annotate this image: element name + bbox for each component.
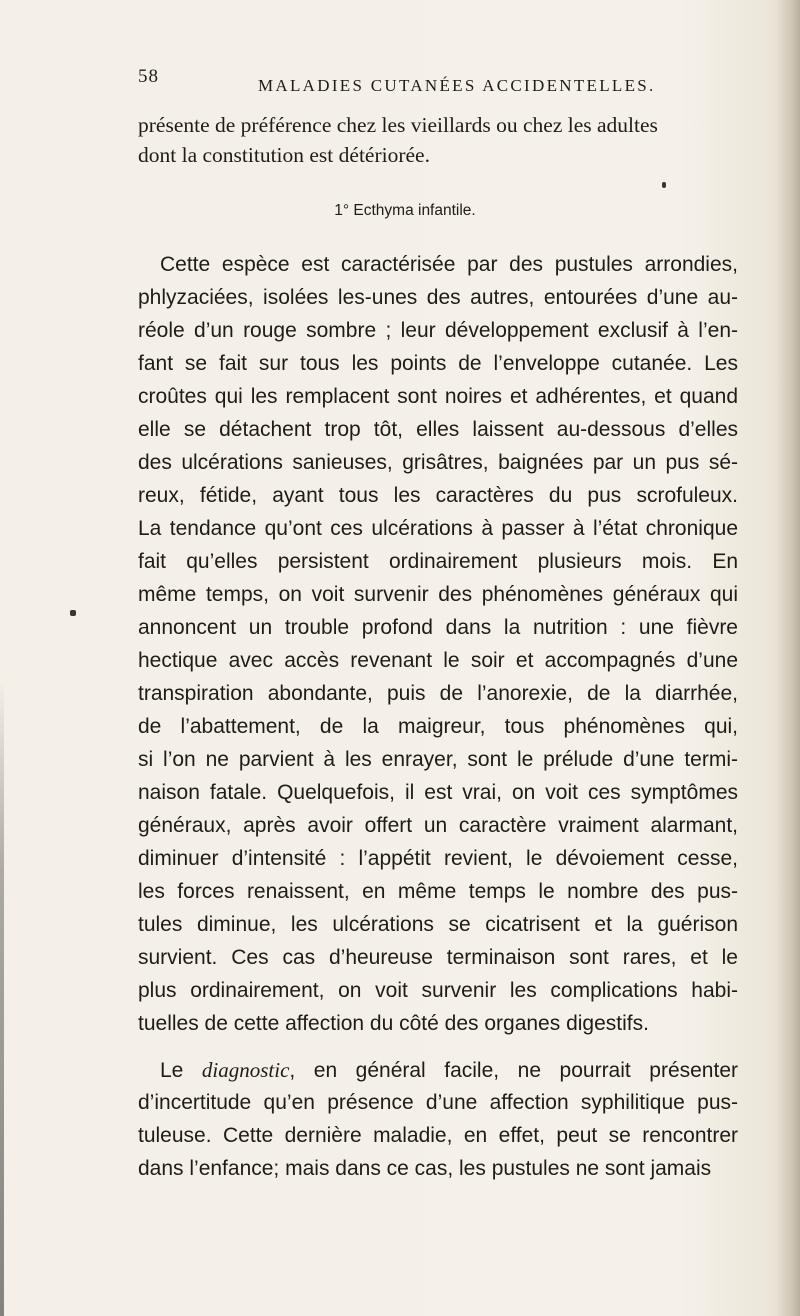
paragraph-2-line: d’incertitude qu’en présence d’une affection syphilitique pus- bbox=[138, 1091, 738, 1114]
paragraph-1-line: diminuer d’intensité : l’appétit revient, le dévoiement cesse, bbox=[138, 847, 738, 870]
paragraph-1-line: survient. Ces cas d’heureuse terminaison sont rares, et le bbox=[138, 946, 738, 969]
paragraph-1-line: fant se fait sur tous les points de l’enveloppe cutanée. Les bbox=[138, 352, 738, 375]
paragraph-1-line: transpiration abondante, puis de l’anorexie, de la diarrhée, bbox=[138, 682, 738, 705]
paragraph-1-line: hectique avec accès revenant le soir et accompagnés d’une bbox=[138, 649, 738, 672]
paragraph-1-line: Cette espèce est caractérisée par des pustules arrondies, bbox=[160, 253, 738, 276]
binding-shadow bbox=[0, 680, 4, 1316]
paragraph-1-line: généraux, après avoir offert un caractère vraiment alarmant, bbox=[138, 814, 738, 837]
paragraph-1-line: elle se détachent trop tôt, elles laissent au-dessous d’elles bbox=[138, 418, 738, 441]
paragraph-1-line: La tendance qu’ont ces ulcérations à passer à l’état chronique bbox=[138, 517, 738, 540]
page-edge-shadow bbox=[778, 0, 800, 1316]
ink-speck bbox=[70, 610, 76, 616]
paragraph-2-line: tuleuse. Cette dernière maladie, en effet, peut se rencontrer bbox=[138, 1124, 738, 1147]
paragraph-2-first-rest: , en général facile, ne pourrait présenter bbox=[289, 1059, 738, 1082]
page-number: 58 bbox=[138, 66, 159, 87]
section-title-text: 1° Ecthyma infantile. bbox=[334, 202, 476, 219]
paragraph-2-first-line bbox=[160, 1055, 738, 1086]
paragraph-2-prefix: Le bbox=[160, 1059, 202, 1082]
running-head: MALADIES CUTANÉES ACCIDENTELLES. bbox=[258, 76, 656, 95]
paragraph-1-line: réole d’un rouge sombre ; leur développement exclusif à l’en- bbox=[138, 319, 738, 342]
section-title bbox=[0, 202, 800, 220]
paragraph-1-line: reux, fétide, ayant tous les caractères du pus scrofuleux. bbox=[138, 484, 738, 507]
paragraph-1-line: tules diminue, les ulcérations se cicatrisent et la guérison bbox=[138, 913, 738, 936]
paragraph-1-line: croûtes qui les remplacent sont noires et adhérentes, et quand bbox=[138, 385, 738, 408]
diagnostic-term: diagnostic bbox=[201, 1058, 290, 1082]
paragraph-1-line: phlyzaciées, isolées les-unes des autres, entourées d’une au- bbox=[138, 286, 738, 309]
intro-line: présente de préférence chez les vieillards ou chez les adultes bbox=[138, 113, 658, 137]
paragraph-1-line: plus ordinairement, on voit survenir les complications habi- bbox=[138, 979, 738, 1002]
paragraph-1-line: des ulcérations sanieuses, grisâtres, baignées par un pus sé- bbox=[138, 451, 738, 474]
paragraph-1-line: fait qu’elles persistent ordinairement plusieurs mois. En bbox=[138, 550, 738, 573]
paragraph-1-line: si l’on ne parvient à les enrayer, sont le prélude d’une termi- bbox=[138, 748, 738, 771]
paragraph-1-line: naison fatale. Quelquefois, il est vrai, on voit ces symptômes bbox=[138, 781, 738, 804]
ink-speck bbox=[662, 182, 666, 188]
intro-line: dont la constitution est détériorée. bbox=[138, 143, 430, 167]
paragraph-2-line: dans l’enfance; mais dans ce cas, les pustules ne sont jamais bbox=[138, 1157, 712, 1180]
paragraph-1-line: annoncent un trouble profond dans la nutrition : une fièvre bbox=[138, 616, 738, 639]
paragraph-1-line: de l’abattement, de la maigreur, tous phénomènes qui, bbox=[138, 715, 738, 738]
paragraph-1-line: même temps, on voit survenir des phénomènes généraux qui bbox=[138, 583, 738, 606]
paragraph-1-line: tuelles de cette affection du côté des organes digestifs. bbox=[138, 1012, 649, 1035]
paragraph-1-line: les forces renaissent, en même temps le nombre des pus- bbox=[138, 880, 738, 903]
